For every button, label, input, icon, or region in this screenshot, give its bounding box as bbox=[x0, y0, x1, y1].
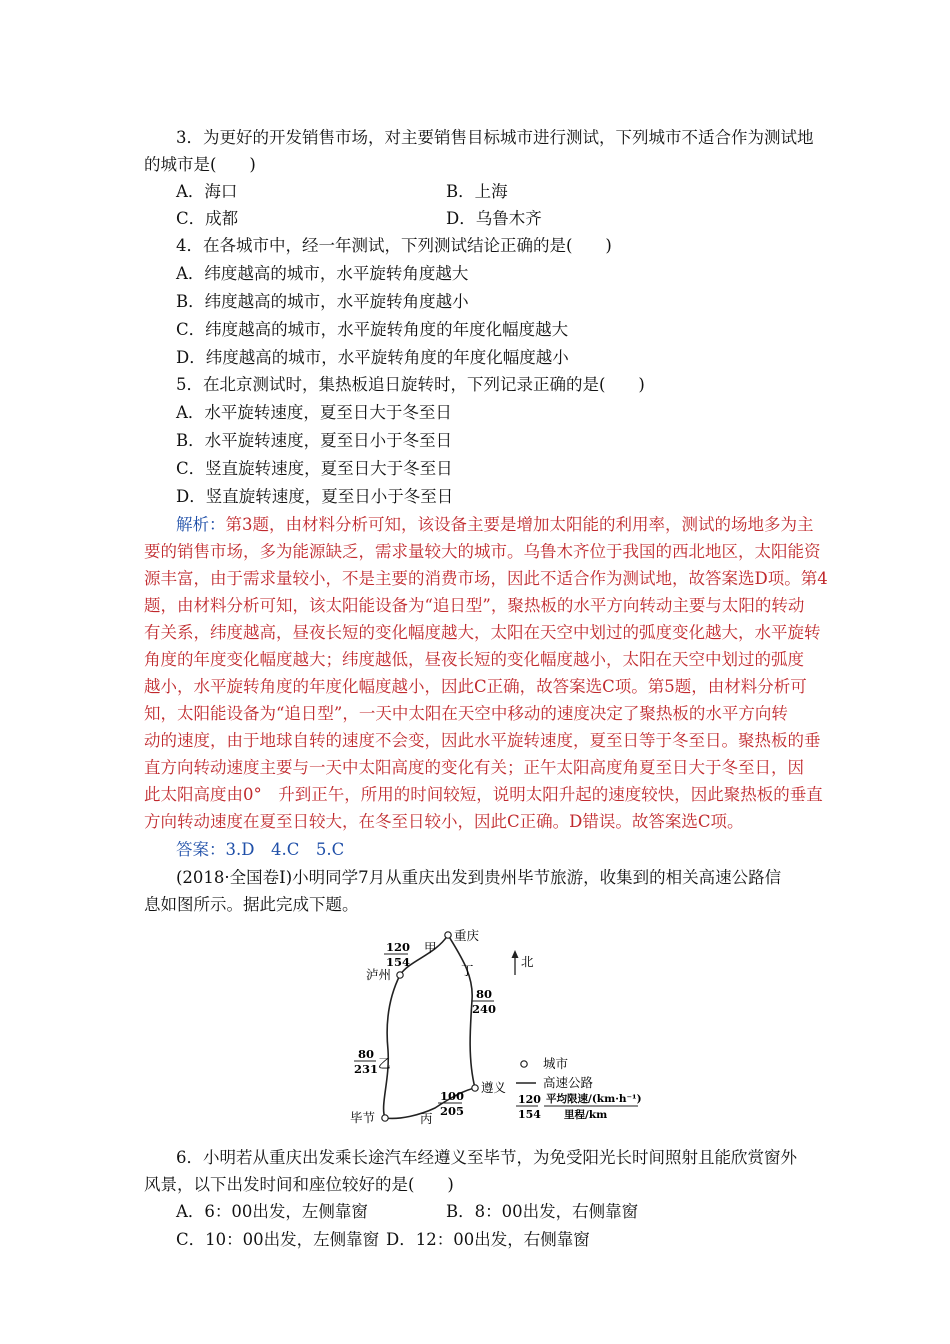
q3-option-c: C．成都 bbox=[176, 209, 239, 228]
segment-bing-speed: 100 bbox=[440, 1089, 465, 1103]
q5-option-d: D．竖直旋转速度，夏至日小于冬至日 bbox=[176, 487, 454, 506]
q4-option-c: C．纬度越高的城市，水平旋转角度的年度化幅度越大 bbox=[176, 320, 569, 339]
highway-map bbox=[340, 920, 670, 1130]
legend-highway-label: 高速公路 bbox=[543, 1075, 594, 1090]
q4-option-a: A．纬度越高的城市，水平旋转角度越大 bbox=[176, 264, 469, 283]
analysis-line-12: 方向转动速度在夏至日较大，在冬至日较小，因此C正确。D错误。故答案选C项。 bbox=[144, 812, 744, 831]
legend-city-icon bbox=[521, 1061, 527, 1067]
analysis-line-11: 此太阳高度由0° 升到正午，所用的时间较短，说明太阳升起的速度较快，因此聚热板的垂直 bbox=[144, 785, 823, 804]
q3-option-d: D．乌鲁木齐 bbox=[446, 209, 542, 228]
intro-line-1: (2018·全国卷Ⅰ)小明同学7月从重庆出发到贵州毕节旅游，收集到的相关高速公路信 bbox=[176, 868, 782, 887]
q6-option-a: A．6：00出发，左侧靠窗 bbox=[176, 1202, 368, 1221]
city-label-chongqing: 重庆 bbox=[454, 928, 480, 943]
segment-bing-distance: 205 bbox=[440, 1104, 465, 1118]
answer-label: 答案： bbox=[176, 840, 226, 859]
q5-option-c: C．竖直旋转速度，夏至日大于冬至日 bbox=[176, 459, 453, 478]
analysis-line-8: 知，太阳能设备为“追日型”，一天中太阳在天空中移动的速度决定了聚热板的水平方向转 bbox=[144, 704, 788, 723]
q3-option-a: A．海口 bbox=[176, 182, 238, 201]
segment-ding-name: 丁 bbox=[461, 963, 474, 978]
segment-ding-speed: 80 bbox=[476, 987, 493, 1001]
q6-option-c: C．10：00出发，左侧靠窗 bbox=[176, 1230, 380, 1249]
q5-option-b: B．水平旋转速度，夏至日小于冬至日 bbox=[176, 431, 453, 450]
analysis-line-4: 题，由材料分析可知，该太阳能设备为“追日型”，聚热板的水平方向转动主要与太阳的转动 bbox=[144, 596, 805, 615]
analysis-line-1: 解析：第3题，由材料分析可知，该设备主要是增加太阳能的利用率，测试的场地多为主 bbox=[176, 515, 814, 534]
analysis-line-5: 有关系，纬度越高，昼夜长短的变化幅度越大，太阳在天空中划过的弧度变化越大，水平旋转 bbox=[144, 623, 821, 642]
segment-jia-speed: 120 bbox=[386, 940, 411, 954]
q6-stem-line1: 6．小明若从重庆出发乘长途汽车经遵义至毕节，为免受阳光长时间照射且能欣赏窗外 bbox=[176, 1148, 797, 1167]
analysis-line-7: 越小，水平旋转角度的年度化幅度越小，因此C正确，故答案选C项。第5题，由材料分析可 bbox=[144, 677, 807, 696]
legend-speed-label: 平均限速/(km·h⁻¹) bbox=[546, 1093, 642, 1105]
legend-example-distance: 154 bbox=[518, 1108, 541, 1121]
segment-jia-distance: 154 bbox=[386, 955, 411, 969]
north-label: 北 bbox=[521, 954, 534, 969]
segment-yi-distance: 231 bbox=[354, 1062, 379, 1076]
segment-yi-name: 乙 bbox=[378, 1056, 391, 1071]
analysis-line-10: 直方向转动速度主要与一天中太阳高度的变化有关；正午太阳高度角夏至日大于冬至日，因 bbox=[144, 758, 804, 777]
q5-stem: 5．在北京测试时，集热板追日旋转时，下列记录正确的是( ) bbox=[176, 375, 645, 394]
answer-line bbox=[176, 838, 344, 862]
segment-ding-distance: 240 bbox=[472, 1002, 497, 1016]
analysis-label: 解析： bbox=[176, 515, 226, 534]
legend-distance-label: 里程/km bbox=[564, 1109, 608, 1121]
analysis-line-9: 动的速度，由于地球自转的速度不会变，因此水平旋转速度，夏至日等于冬至日。聚热板的垂 bbox=[144, 731, 821, 750]
q6-option-b: B．8：00出发，右侧靠窗 bbox=[446, 1202, 639, 1221]
city-label-bijie: 毕节 bbox=[350, 1110, 376, 1125]
north-arrowhead-icon bbox=[512, 950, 519, 958]
q6-stem-line2: 风景，以下出发时间和座位较好的是( ) bbox=[144, 1175, 454, 1194]
q6-option-d: D．12：00出发，右侧靠窗 bbox=[386, 1230, 590, 1249]
legend-city-label: 城市 bbox=[543, 1056, 569, 1071]
legend-example-speed: 120 bbox=[518, 1093, 541, 1106]
q5-option-a: A．水平旋转速度，夏至日大于冬至日 bbox=[176, 403, 452, 422]
answer-text: 3.D 4.C 5.C bbox=[225, 840, 345, 859]
city-marker-chongqing bbox=[445, 932, 451, 938]
city-label-luzhou: 泸州 bbox=[366, 967, 392, 982]
segment-jia-name: 甲 bbox=[424, 940, 437, 955]
intro-line-2: 息如图所示。据此完成下题。 bbox=[144, 895, 359, 914]
q4-stem: 4．在各城市中，经一年测试，下列测试结论正确的是( ) bbox=[176, 236, 612, 255]
city-marker-luzhou bbox=[397, 972, 403, 978]
q3-stem-line1: 3．为更好的开发销售市场，对主要销售目标城市进行测试，下列城市不适合作为测试地 bbox=[176, 128, 814, 147]
analysis-line-6: 角度的年度变化幅度越大；纬度越低，昼夜长短的变化幅度越小，太阳在天空中划过的弧度 bbox=[144, 650, 804, 669]
city-marker-bijie bbox=[382, 1115, 388, 1121]
analysis-line-3: 源丰富，由于需求量较小，不是主要的消费市场，因此不适合作为测试地，故答案选D项。第4 bbox=[144, 569, 828, 588]
city-label-zunyi: 遵义 bbox=[481, 1080, 507, 1095]
city-marker-zunyi bbox=[472, 1085, 478, 1091]
q3-stem-line2: 的城市是( ) bbox=[144, 155, 256, 174]
q4-option-d: D．纬度越高的城市，水平旋转角度的年度化幅度越小 bbox=[176, 348, 569, 367]
analysis-line-2: 要的销售市场，多为能源缺乏，需求量较大的城市。乌鲁木齐位于我国的西北地区，太阳能资 bbox=[144, 542, 821, 561]
segment-yi-speed: 80 bbox=[358, 1047, 375, 1061]
q4-option-b: B．纬度越高的城市，水平旋转角度越小 bbox=[176, 292, 469, 311]
q3-option-b: B．上海 bbox=[446, 182, 508, 201]
segment-bing-name: 丙 bbox=[420, 1111, 433, 1126]
